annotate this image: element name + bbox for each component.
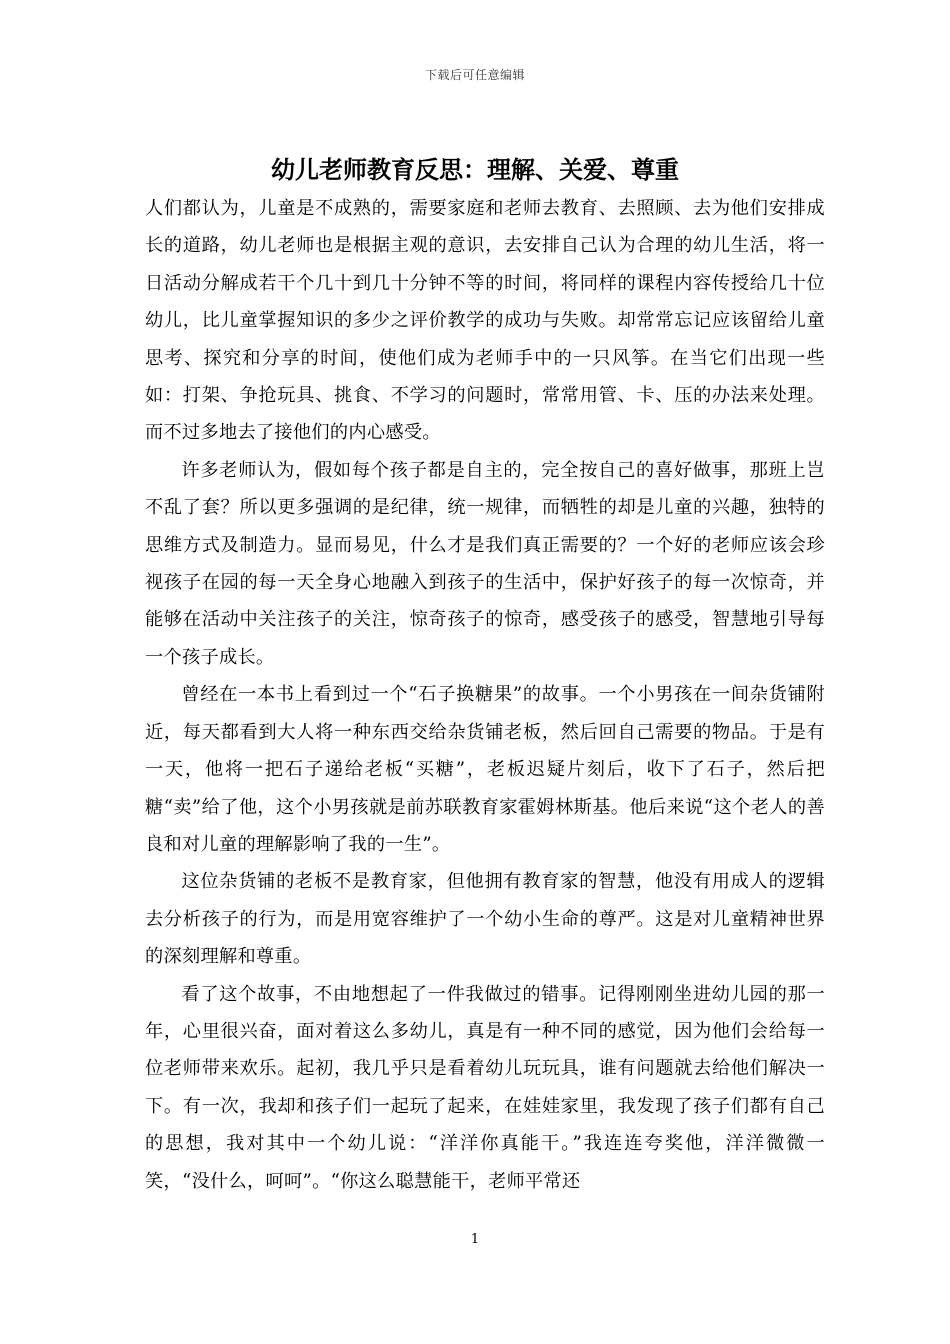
paragraph-3: 曾经在一本书上看到过一个“石子换糖果”的故事。一个小男孩在一间杂货铺附近，每天都看到大人将一种东西交给杂货铺老板，然后回自己需要的物品。于是有一天，他将一把石子递给老板“买糖”，老板迟疑片刻后，收下了石子，然后把糖“卖”给了他，这个小男孩就是前苏联教育家霍姆林斯基。他后来说“这个老人的善良和对儿童的理解影响了我的一生”。 bbox=[145, 684, 825, 855]
document-title: 幼儿老师教育反思：理解、关爱、尊重 bbox=[271, 155, 679, 184]
page-number: 1 bbox=[470, 1232, 480, 1247]
header-note: 下载后可任意编辑 bbox=[424, 68, 525, 82]
paragraph-2: 许多老师认为，假如每个孩子都是自主的，完全按自己的喜好做事，那班上岂不乱了套？所以更多强调的是纪律，统一规律，而牺牲的却是儿童的兴趣，独特的思维方式及制造力。显而易见，什么才是我们真正需要的？一个好的老师应该会珍视孩子在园的每一天全身心地融入到孩子的生活中，保护好孩子的每一次惊奇，并能够在活动中关注孩子的关注，惊奇孩子的惊奇，感受孩子的感受，智慧地引导每一个孩子成长。 bbox=[145, 459, 825, 668]
document-body bbox=[145, 190, 825, 1200]
paragraph-5: 看了这个故事，不由地想起了一件我做过的错事。记得刚刚坐进幼儿园的那一年，心里很兴奋，面对着这么多幼儿，真是有一种不同的感觉，因为他们会给每一位老师带来欢乐。起初，我几乎只是看着幼儿玩玩具，谁有问题就去给他们解决一下。有一次，我却和孩子们一起玩了起来，在娃娃家里，我发现了孩子们都有自己的思想，我对其中一个幼儿说：“洋洋你真能干。”我连连夸奖他，洋洋微微一笑，“没什么，呵呵”。“你这么聪慧能干，老师平常还 bbox=[145, 983, 825, 1192]
paragraph-4: 这位杂货铺的老板不是教育家，但他拥有教育家的智慧，他没有用成人的逻辑去分析孩子的行为，而是用宽容维护了一个幼小生命的尊严。这是对儿童精神世界的深刻理解和尊重。 bbox=[145, 871, 825, 968]
paragraph-1: 人们都认为，儿童是不成熟的，需要家庭和老师去教育、去照顾、去为他们安排成长的道路，幼儿老师也是根据主观的意识，去安排自己认为合理的幼儿生活，将一日活动分解成若干个几十到几十分钟不等的时间，将同样的课程内容传授给几十位幼儿，比儿童掌握知识的多少之评价教学的成功与失败。却常常忘记应该留给儿童思考、探究和分享的时间，使他们成为老师手中的一只风筝。在当它们出现一些如：打架、争抢玩具、挑食、不学习的问题时，常常用管、卡、压的办法来处理。而不过多地去了接他们的内心感受。 bbox=[145, 198, 825, 444]
